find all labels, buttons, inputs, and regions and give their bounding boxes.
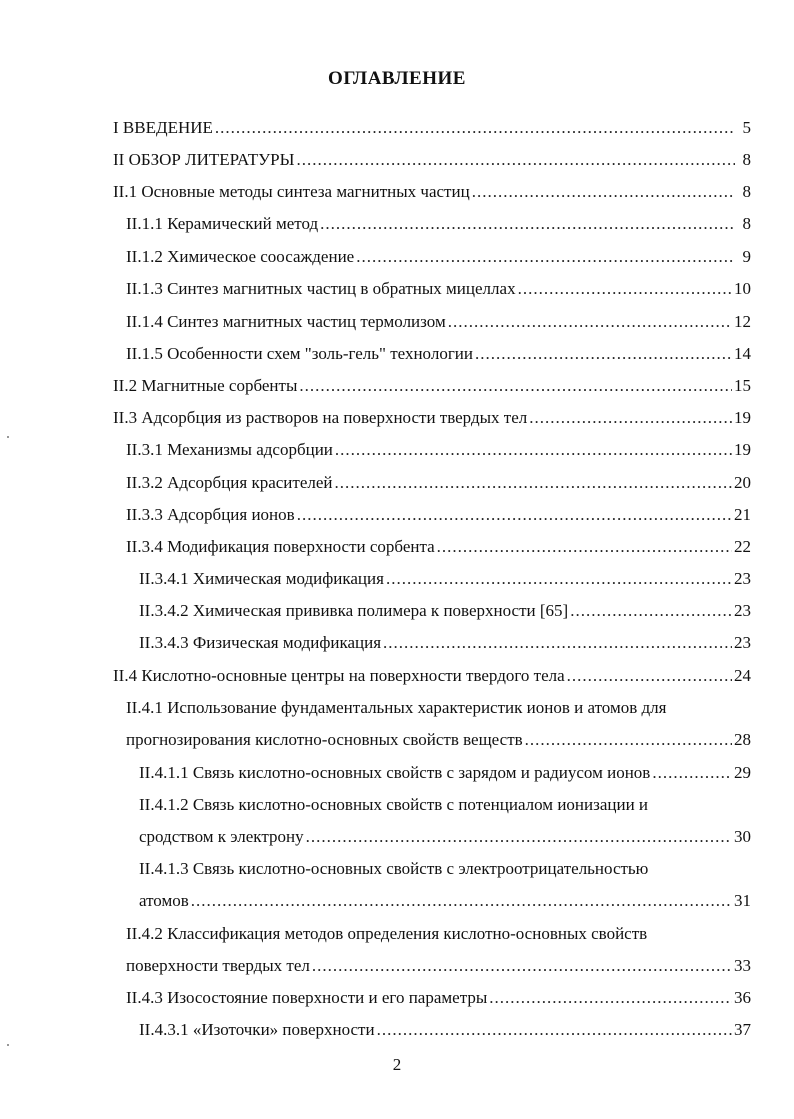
toc-entry-title: II.3.2 Адсорбция красителей xyxy=(126,473,333,492)
toc-entry-ii-4 xyxy=(113,665,751,687)
toc-entry-ii-1-2 xyxy=(126,246,751,268)
toc-entry-page: 24 xyxy=(734,666,751,685)
toc-entry-page: 31 xyxy=(734,891,751,910)
toc-entry-title: II.3.3 Адсорбция ионов xyxy=(126,505,295,524)
toc-entry-ii-3-3 xyxy=(126,504,751,526)
toc-entry-page: 22 xyxy=(734,537,751,556)
toc-entry-ii-4-1-2-line1: II.4.1.2 Связь кислотно-основных свойств с потенциалом ионизации и xyxy=(139,795,649,814)
toc-entry-ii-4-1-line1: II.4.1 Использование фундаментальных характеристик ионов и атомов для xyxy=(126,698,667,717)
toc-entry-page: 8 xyxy=(742,182,751,201)
toc-entry-page: 10 xyxy=(734,279,751,298)
toc-entry-title: II.1.4 Синтез магнитных частиц термолизом xyxy=(126,312,446,331)
dot-leader xyxy=(356,246,735,268)
toc-entry-ii-3-1 xyxy=(126,439,751,461)
dot-leader xyxy=(296,149,735,171)
toc-entry-title: II.4.3.1 «Изоточки» поверхности xyxy=(139,1020,375,1039)
dot-leader xyxy=(386,568,732,590)
toc-entry-ii-4-1 xyxy=(126,729,751,751)
toc-entry-page: 5 xyxy=(742,118,751,137)
dot-leader xyxy=(335,439,732,461)
dot-leader xyxy=(215,117,735,139)
scan-speck xyxy=(7,436,9,438)
toc-entry-page: 23 xyxy=(734,633,751,652)
toc-entry-ii-4-1-3 xyxy=(139,890,751,912)
toc-entry-page: 36 xyxy=(734,988,751,1007)
toc-entry-page: 37 xyxy=(734,1020,751,1039)
toc-entry-page: 12 xyxy=(734,312,751,331)
toc-entry-literature-review xyxy=(113,149,751,171)
toc-entry-ii-3-4 xyxy=(126,536,751,558)
toc-entry-title: I ВВЕДЕНИЕ xyxy=(113,118,213,137)
page-title: ОГЛАВЛЕНИЕ xyxy=(328,68,466,89)
toc-entry-page: 15 xyxy=(734,376,751,395)
dot-leader xyxy=(525,729,732,751)
toc-entry-title-continuation: поверхности твердых тел xyxy=(126,956,310,975)
toc-entry-title: II.4 Кислотно-основные центры на поверхности твердого тела xyxy=(113,666,565,685)
toc-entry-ii-4-2 xyxy=(126,955,751,977)
dot-leader xyxy=(383,632,732,654)
dot-leader xyxy=(377,1019,732,1041)
toc-entry-title: II.3.4.2 Химическая прививка полимера к поверхности [65] xyxy=(139,601,569,620)
dot-leader xyxy=(475,343,732,365)
dot-leader xyxy=(297,504,732,526)
toc-entry-ii-3-2 xyxy=(126,472,751,494)
toc-entry-ii-2 xyxy=(113,375,751,397)
toc-entry-title: II.1.3 Синтез магнитных частиц в обратных мицеллах xyxy=(126,279,516,298)
toc-entry-page: 9 xyxy=(742,247,751,266)
toc-entry-page: 33 xyxy=(734,956,751,975)
toc-entry-title: II.3.4 Модификация поверхности сорбента xyxy=(126,537,435,556)
toc-entry-title: II.4.3 Изосостояние поверхности и его параметры xyxy=(126,988,488,1007)
toc-entry-page: 30 xyxy=(734,827,751,846)
toc-entry-title: II.3.4.3 Физическая модификация xyxy=(139,633,382,652)
toc-entry-ii-3-4-2 xyxy=(139,600,751,622)
toc-entry-ii-4-2-line1: II.4.2 Классификация методов определения кислотно-основных свойств xyxy=(126,924,648,943)
toc-entry-title: II.3.1 Механизмы адсорбции xyxy=(126,440,333,459)
toc-entry-page: 19 xyxy=(734,408,751,427)
toc-entry-title: II.1.5 Особенности схем "золь-гель" технологии xyxy=(126,344,473,363)
dot-leader xyxy=(518,278,732,300)
toc-entry-title: II.3.4.1 Химическая модификация xyxy=(139,569,384,588)
toc-entry-title: II ОБЗОР ЛИТЕРАТУРЫ xyxy=(113,150,295,169)
toc-entry-page: 21 xyxy=(734,505,751,524)
toc-entry-title: II.1.2 Химическое соосаждение xyxy=(126,247,355,266)
toc-entry-ii-3-4-3 xyxy=(139,632,751,654)
toc-entry-ii-1-5 xyxy=(126,343,751,365)
toc-entry-ii-4-1-3-line1: II.4.1.3 Связь кислотно-основных свойств с электроотрицательностью xyxy=(139,859,649,878)
dot-leader xyxy=(489,987,732,1009)
toc-entry-title: II.1.1 Керамический метод xyxy=(126,214,319,233)
dot-leader xyxy=(320,213,735,235)
toc-entry-page: 28 xyxy=(734,730,751,749)
toc-entry-ii-4-1-1 xyxy=(139,762,751,784)
dot-leader xyxy=(306,826,732,848)
toc-entry-page: 29 xyxy=(734,763,751,782)
dot-leader xyxy=(570,600,732,622)
toc-entry-ii-1 xyxy=(113,181,751,203)
toc-entry-page: 14 xyxy=(734,344,751,363)
toc-entry-page: 20 xyxy=(734,473,751,492)
dot-leader xyxy=(312,955,732,977)
toc-entry-title-continuation: атомов xyxy=(139,891,189,910)
toc-entry-page: 19 xyxy=(734,440,751,459)
toc-entry-title: II.3 Адсорбция из растворов на поверхности твердых тел xyxy=(113,408,528,427)
toc-entry-ii-3 xyxy=(113,407,751,429)
toc-entry-introduction xyxy=(113,117,751,139)
dot-leader xyxy=(529,407,732,429)
toc-entry-ii-4-3-1 xyxy=(139,1019,751,1041)
dot-leader xyxy=(567,665,732,687)
toc-entry-page: 8 xyxy=(742,214,751,233)
toc-entry-title-continuation: сродством к электрону xyxy=(139,827,304,846)
toc-entry-ii-1-3 xyxy=(126,278,751,300)
toc-entry-page: 23 xyxy=(734,569,751,588)
page-number: 2 xyxy=(392,1055,402,1074)
toc-entry-ii-1-4 xyxy=(126,311,751,333)
scan-speck xyxy=(7,1044,9,1046)
toc-entry-ii-3-4-1 xyxy=(139,568,751,590)
dot-leader xyxy=(448,311,732,333)
dot-leader xyxy=(652,762,732,784)
toc-entry-title: II.1 Основные методы синтеза магнитных частиц xyxy=(113,182,470,201)
toc-entry-ii-4-3 xyxy=(126,987,751,1009)
toc-entry-page: 8 xyxy=(742,150,751,169)
dot-leader xyxy=(437,536,732,558)
toc-entry-ii-4-1-2 xyxy=(139,826,751,848)
toc-entry-page: 23 xyxy=(734,601,751,620)
dot-leader xyxy=(299,375,732,397)
toc-entry-ii-1-1 xyxy=(126,213,751,235)
toc-entry-title: II.2 Магнитные сорбенты xyxy=(113,376,298,395)
dot-leader xyxy=(472,181,735,203)
toc-entry-title-continuation: прогнозирования кислотно-основных свойств веществ xyxy=(126,730,523,749)
toc-entry-title: II.4.1.1 Связь кислотно-основных свойств с зарядом и радиусом ионов xyxy=(139,763,651,782)
dot-leader xyxy=(191,890,732,912)
dot-leader xyxy=(335,472,732,494)
